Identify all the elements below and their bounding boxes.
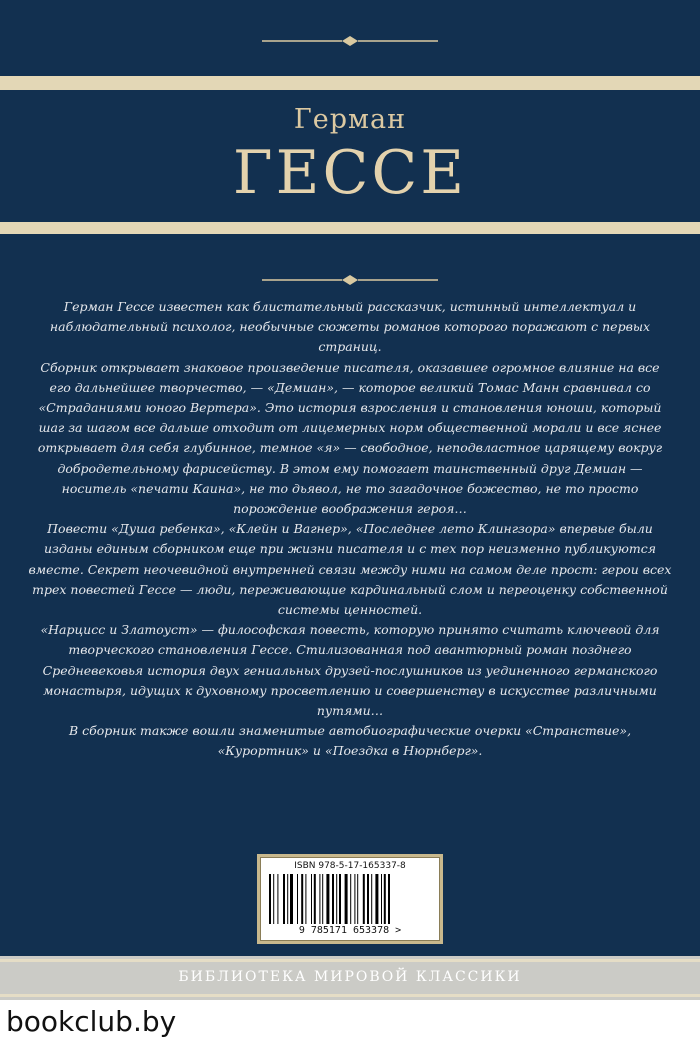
isbn-text: ISBN 978-5-17-165337-8 xyxy=(294,861,406,871)
book-description xyxy=(28,297,672,762)
series-band-top-rule xyxy=(0,959,700,962)
series-title: БИБЛИОТЕКА МИРОВОЙ КЛАССИКИ xyxy=(178,969,522,985)
description-paragraph: В сборник также вошли знаменитые автобиографические очерки «Странствие», «Курортник» и «Поездка в Нюрнберг». xyxy=(68,723,632,759)
isbn-barcode xyxy=(260,857,440,941)
barcode-bars xyxy=(269,874,431,924)
watermark-text: bookclub.by xyxy=(6,1005,177,1038)
series-band-bottom-rule xyxy=(0,994,700,997)
description-paragraph: Повести «Душа ребенка», «Клейн и Вагнер», «Последнее лето Клингзора» впервые были изданы единым сборником еще при жизни писателя и с тех пор неизменно публикуются вместе. Секрет неочевидной внутренней связи между ними на самом деле прост: герои всех трех повестей Гессе — люди, переживающие кардинальный слом и переоценку собственной системы ценностей. xyxy=(28,521,672,618)
description-paragraph: Герман Гессе известен как блистательный рассказчик, истинный интеллектуал и наблюдательный психолог, необычные сюжеты романов которого поражают с первых страниц. xyxy=(49,299,651,355)
middle-ornament xyxy=(262,275,438,285)
series-band xyxy=(0,956,700,1000)
top-gold-band xyxy=(0,76,700,90)
barcode-digits: 9 785171 653378 > xyxy=(298,925,402,936)
description-paragraph: «Нарцисс и Златоуст» — философская повесть, которую принято считать ключевой для творческого становления Гессе. Стилизованная под авантюрный роман позднего Средневековья история двух гениальных друзей-послушников из уединенного германского монастыря, идущих к духовному просветлению и совершенству в искусстве различными путями… xyxy=(40,622,660,719)
description-paragraph: Сборник открывает знаковое произведение писателя, оказавшее огромное влияние на все его дальнейшее творчество, — «Демиан», — которое великий Томас Манн сравнивал со «Страданиями юного Вертера». Это история взросления и становления юноши, который шаг за шагом все дальше отходит от лицемерных норм общественной морали и все яснее открывает для себя глубинное, темное «я» — свободное, неподвластное царящему вокруг добродетельному фарисейству. В этом ему помогает таинственный друг Демиан — носитель «печати Каина», не то дьявол, не то загадочное божество, не то просто порождение воображения героя… xyxy=(37,359,663,517)
author-last-name: ГЕССЕ xyxy=(232,138,468,208)
top-ornament xyxy=(262,36,438,46)
author-first-name: Герман xyxy=(293,104,407,135)
middle-gold-band xyxy=(0,222,700,234)
